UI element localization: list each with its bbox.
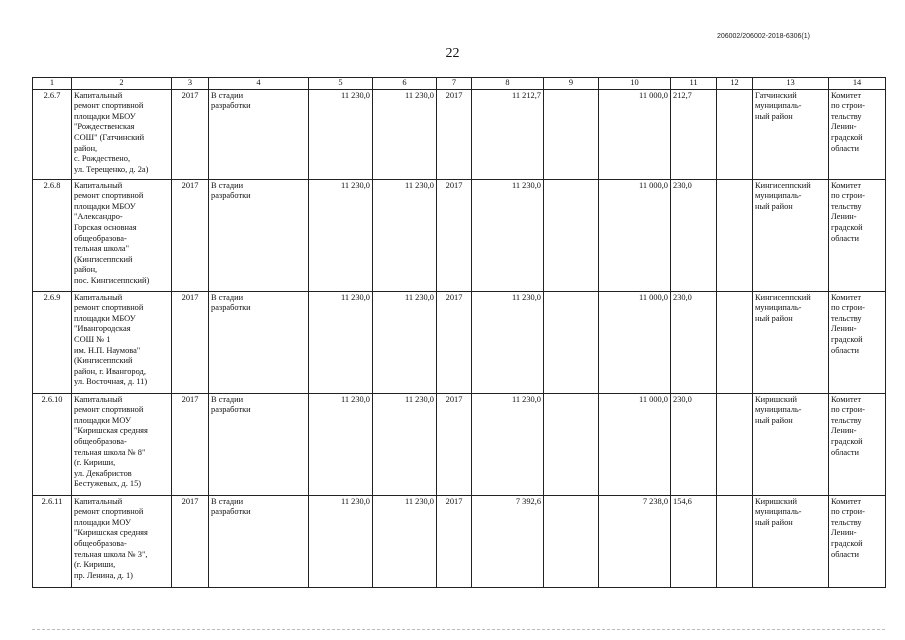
value-cell: 230,0	[671, 291, 717, 393]
year-cell: 2017	[437, 291, 472, 393]
year-cell: 2017	[437, 179, 472, 291]
district-cell: Киришский муниципаль- ный район	[753, 495, 829, 587]
item-number: 2.6.7	[33, 89, 72, 179]
table-row	[33, 89, 886, 179]
column-header: 8	[472, 78, 544, 90]
stage-cell: В стадии разработки	[209, 393, 309, 495]
column-header: 7	[437, 78, 472, 90]
column-header: 9	[544, 78, 599, 90]
value-cell	[717, 89, 753, 179]
stage-cell: В стадии разработки	[209, 495, 309, 587]
item-number: 2.6.9	[33, 291, 72, 393]
value-cell	[717, 291, 753, 393]
header-row	[33, 78, 886, 90]
value-cell: 11 230,0	[309, 179, 373, 291]
value-cell: 230,0	[671, 179, 717, 291]
value-cell: 7 238,0	[599, 495, 671, 587]
column-header: 14	[829, 78, 886, 90]
committee-cell: Комитет по строи- тельству Ленин- градской области	[829, 179, 886, 291]
committee-cell: Комитет по строи- тельству Ленин- градской области	[829, 89, 886, 179]
value-cell	[717, 495, 753, 587]
value-cell: 11 230,0	[309, 393, 373, 495]
value-cell: 7 392,6	[472, 495, 544, 587]
year-cell: 2017	[172, 179, 209, 291]
stage-cell: В стадии разработки	[209, 89, 309, 179]
year-cell: 2017	[172, 393, 209, 495]
column-header: 13	[753, 78, 829, 90]
year-cell: 2017	[172, 495, 209, 587]
column-header: 3	[172, 78, 209, 90]
value-cell: 11 230,0	[472, 291, 544, 393]
value-cell	[717, 393, 753, 495]
program-table	[32, 77, 886, 588]
object-name: Капитальный ремонт спортивной площадки МБОУ "Ивангородская СОШ № 1 им. Н.П. Наумова" (Кингисеппский район, г. Ивангород, ул. Восточная, д. 11)	[72, 291, 172, 393]
item-number: 2.6.11	[33, 495, 72, 587]
value-cell: 11 230,0	[472, 179, 544, 291]
year-cell: 2017	[437, 393, 472, 495]
object-name: Капитальный ремонт спортивной площадки МБОУ "Рождественская СОШ" (Гатчинский район, с. Рождествено, ул. Терещенко, д. 2а)	[72, 89, 172, 179]
value-cell	[544, 179, 599, 291]
column-header: 11	[671, 78, 717, 90]
committee-cell: Комитет по строи- тельству Ленин- градской области	[829, 291, 886, 393]
value-cell: 11 230,0	[373, 393, 437, 495]
value-cell: 11 230,0	[373, 179, 437, 291]
committee-cell: Комитет по строи- тельству Ленин- градской области	[829, 393, 886, 495]
year-cell: 2017	[172, 89, 209, 179]
value-cell	[544, 495, 599, 587]
object-name: Капитальный ремонт спортивной площадки МБОУ "Александро- Горская основная общеобразова- тельная школа" (Кингисеппский район, пос. Кингисеппский)	[72, 179, 172, 291]
value-cell: 11 230,0	[309, 89, 373, 179]
value-cell	[544, 291, 599, 393]
value-cell: 154,6	[671, 495, 717, 587]
table-row	[33, 393, 886, 495]
value-cell: 11 000,0	[599, 89, 671, 179]
column-header: 6	[373, 78, 437, 90]
value-cell: 11 230,0	[472, 393, 544, 495]
committee-cell: Комитет по строи- тельству Ленин- градской области	[829, 495, 886, 587]
page-bottom-edge	[32, 629, 885, 630]
item-number: 2.6.8	[33, 179, 72, 291]
page-number: 22	[445, 46, 460, 61]
district-cell: Кингисеппский муниципаль- ный район	[753, 291, 829, 393]
column-header: 12	[717, 78, 753, 90]
district-cell: Киришский муниципаль- ный район	[753, 393, 829, 495]
object-name: Капитальный ремонт спортивной площадки МОУ "Киришская средняя общеобразова- тельная школа № 8" (г. Кириши, ул. Декабристов Бестужевых, д. 15)	[72, 393, 172, 495]
column-header: 10	[599, 78, 671, 90]
value-cell: 11 230,0	[373, 89, 437, 179]
value-cell: 230,0	[671, 393, 717, 495]
value-cell: 11 230,0	[309, 495, 373, 587]
value-cell	[544, 89, 599, 179]
value-cell: 11 230,0	[373, 291, 437, 393]
object-name: Капитальный ремонт спортивной площадки МОУ "Киришская средняя общеобразова- тельная школа № 3", (г. Кириши, пр. Ленина, д. 1)	[72, 495, 172, 587]
year-cell: 2017	[172, 291, 209, 393]
year-cell: 2017	[437, 495, 472, 587]
stage-cell: В стадии разработки	[209, 179, 309, 291]
value-cell	[717, 179, 753, 291]
value-cell: 11 000,0	[599, 393, 671, 495]
value-cell: 11 230,0	[373, 495, 437, 587]
table-row	[33, 179, 886, 291]
value-cell: 212,7	[671, 89, 717, 179]
year-cell: 2017	[437, 89, 472, 179]
value-cell: 11 212,7	[472, 89, 544, 179]
value-cell: 11 230,0	[309, 291, 373, 393]
value-cell: 11 000,0	[599, 291, 671, 393]
value-cell	[544, 393, 599, 495]
document-id: 206002/206002-2018-6306(1)	[716, 33, 810, 40]
column-header: 4	[209, 78, 309, 90]
table-row	[33, 291, 886, 393]
table-row	[33, 495, 886, 587]
value-cell: 11 000,0	[599, 179, 671, 291]
stage-cell: В стадии разработки	[209, 291, 309, 393]
item-number: 2.6.10	[33, 393, 72, 495]
column-header: 2	[72, 78, 172, 90]
column-header: 1	[33, 78, 72, 90]
district-cell: Гатчинский муниципаль- ный район	[753, 89, 829, 179]
district-cell: Кингисеппский муниципаль- ный район	[753, 179, 829, 291]
column-header: 5	[309, 78, 373, 90]
